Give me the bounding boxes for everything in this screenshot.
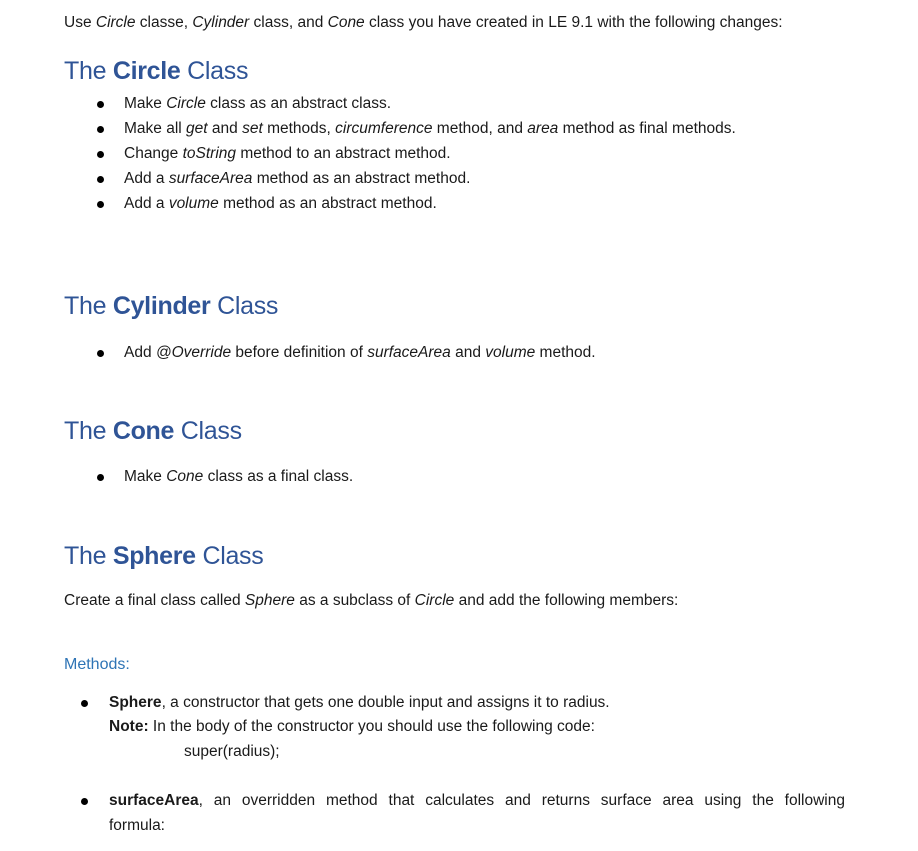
code-snippet: super(radius); xyxy=(184,743,280,760)
heading-circle-class: The Circle Class xyxy=(64,57,249,85)
bullet-icon xyxy=(97,201,104,208)
list-item: Sphere, a constructor that gets one double input and assigns it to radius. xyxy=(109,694,610,712)
list-item: Make all get and set methods, circumference method, and area method as final methods. xyxy=(124,120,736,138)
list-item: Make Cone class as a final class. xyxy=(124,468,353,486)
bullet-icon xyxy=(97,151,104,158)
sphere-description: Create a final class called Sphere as a subclass of Circle and add the following members: xyxy=(64,592,679,609)
list-item: Add a volume method as an abstract method. xyxy=(124,195,437,213)
heading-sphere-class: The Sphere Class xyxy=(64,542,264,570)
bullet-icon xyxy=(97,101,104,108)
list-item: Change toString method to an abstract method. xyxy=(124,145,451,163)
list-item: Make Circle class as an abstract class. xyxy=(124,95,391,113)
methods-subheading: Methods: xyxy=(64,656,130,673)
list-item: surfaceArea, an overridden method that calculates and returns surface area using the following xyxy=(109,792,845,810)
surface-area-formula-label: formula: xyxy=(109,817,165,834)
list-item: Add a surfaceArea method as an abstract method. xyxy=(124,170,470,188)
bullet-icon xyxy=(81,798,88,805)
bullet-icon xyxy=(97,350,104,357)
heading-cylinder-class: The Cylinder Class xyxy=(64,292,279,320)
heading-cone-class: The Cone Class xyxy=(64,417,242,445)
bullet-icon xyxy=(97,176,104,183)
bullet-icon xyxy=(81,700,88,707)
intro-paragraph: Use Circle classe, Cylinder class, and Cone class you have created in LE 9.1 with the following changes: xyxy=(64,14,783,31)
bullet-icon xyxy=(97,126,104,133)
list-item: Add @Override before definition of surfaceArea and volume method. xyxy=(124,344,596,362)
bullet-icon xyxy=(97,474,104,481)
constructor-note: Note: In the body of the constructor you should use the following code: xyxy=(109,718,595,735)
